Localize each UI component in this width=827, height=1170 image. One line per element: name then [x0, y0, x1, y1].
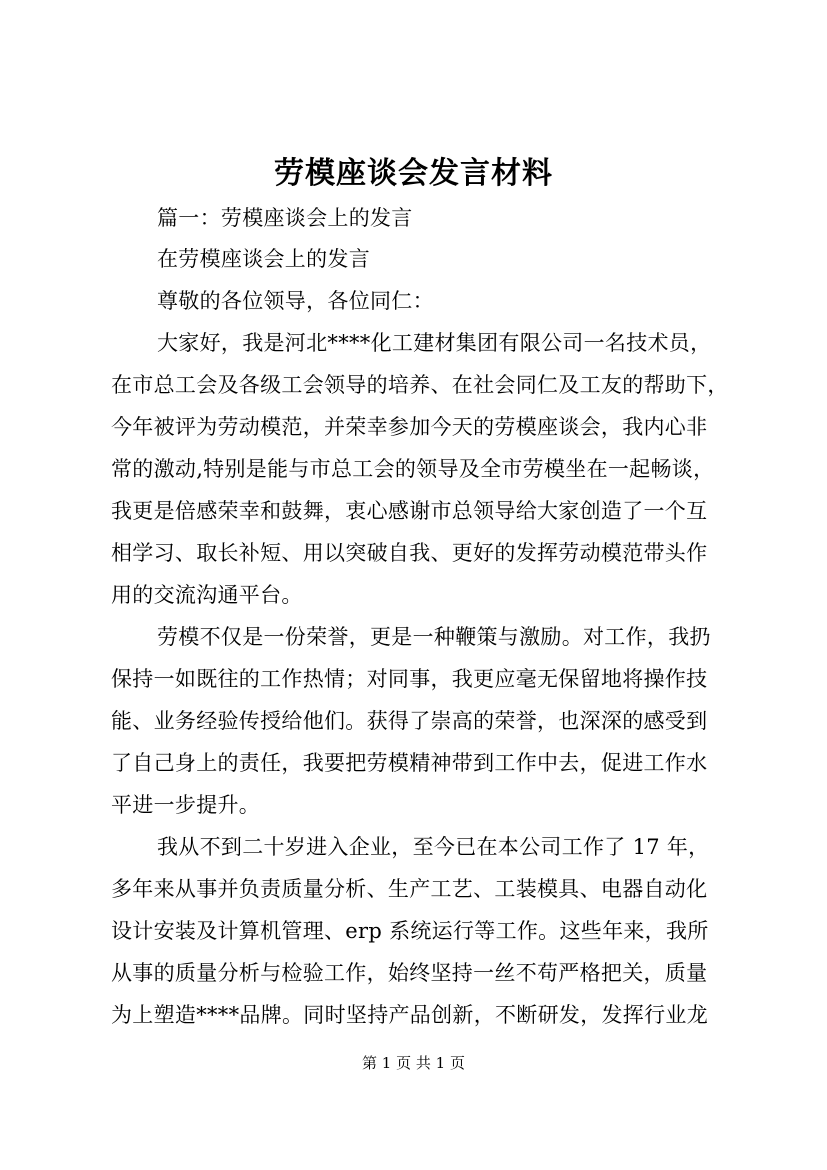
paragraph-line: 从事的质量分析与检验工作，始终坚持一丝不苟严格把关，质量 [111, 961, 708, 985]
page-number: 第 1 页 共 1 页 [362, 1054, 465, 1072]
paragraph-line: 平进一步提升。 [111, 793, 261, 817]
paragraph-line: 我从不到二十岁进入企业，至今已在本公司工作了 17 年， [157, 835, 710, 859]
paragraph-line: 能、业务经验传授给他们。获得了崇高的荣誉，也深深的感受到 [111, 709, 708, 733]
paragraph-line: 在市总工会及各级工会领导的培养、在社会同仁及工友的帮助下， [111, 373, 729, 397]
paragraph-line: 常的激动,特别是能与市总工会的领导及全市劳模坐在一起畅谈， [111, 457, 715, 481]
paragraph-line: 为上塑造****品牌。同时坚持产品创新，不断研发，发挥行业龙 [111, 1003, 708, 1027]
speech-heading: 在劳模座谈会上的发言 [157, 247, 370, 271]
paragraph-line: 相学习、取长补短、用以突破自我、更好的发挥劳动模范带头作 [111, 541, 708, 565]
section-heading: 篇一：劳模座谈会上的发言 [157, 206, 413, 230]
salutation: 尊敬的各位领导，各位同仁： [157, 289, 434, 313]
paragraph-line: 今年被评为劳动模范，并荣幸参加今天的劳模座谈会，我内心非 [111, 415, 708, 439]
paragraph-line: 用的交流沟通平台。 [111, 583, 303, 607]
paragraph-line: 设计安装及计算机管理、erp 系统运行等工作。这些年来，我所 [111, 919, 709, 943]
paragraph-line: 多年来从事并负责质量分析、生产工艺、工装模具、电器自动化 [111, 877, 708, 901]
paragraph-line: 了自己身上的责任，我要把劳模精神带到工作中去，促进工作水 [111, 751, 708, 775]
paragraph-line: 大家好，我是河北****化工建材集团有限公司一名技术员， [157, 331, 712, 355]
paragraph-line: 我更是倍感荣幸和鼓舞，衷心感谢市总领导给大家创造了一个互 [111, 499, 708, 523]
document-title: 劳模座谈会发言材料 [274, 156, 553, 191]
paragraph-line: 保持一如既往的工作热情；对同事，我更应毫无保留地将操作技 [111, 667, 708, 691]
paragraph-line: 劳模不仅是一份荣誉，更是一种鞭策与激励。对工作，我扔 [157, 625, 711, 649]
